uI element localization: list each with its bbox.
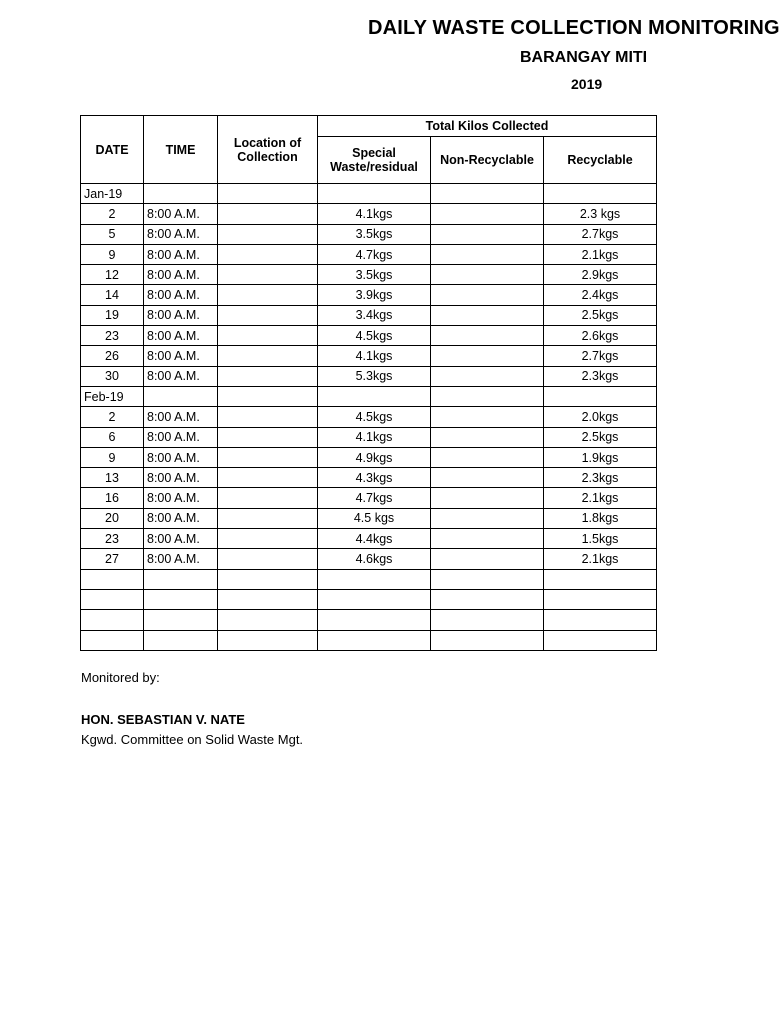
barangay-name: BARANGAY MITI — [520, 49, 648, 66]
monitored-by-label: Monitored by: — [81, 670, 160, 685]
non-recyclable-cell — [431, 224, 544, 244]
month-label: Jan-19 — [81, 184, 144, 204]
header-date: DATE — [81, 116, 144, 184]
recyclable-cell: 2.0kgs — [544, 407, 657, 427]
empty-cell — [144, 589, 218, 609]
empty-cell — [81, 630, 144, 650]
empty-cell — [218, 630, 318, 650]
non-recyclable-cell — [431, 508, 544, 528]
month-row — [81, 184, 657, 204]
table-row — [81, 447, 657, 467]
special-waste-cell: 4.1kgs — [318, 346, 431, 366]
empty-cell — [81, 589, 144, 609]
date-cell: 12 — [81, 265, 144, 285]
location-cell — [218, 265, 318, 285]
non-recyclable-cell — [431, 407, 544, 427]
empty-cell — [318, 569, 431, 589]
recyclable-cell: 1.8kgs — [544, 508, 657, 528]
time-cell: 8:00 A.M. — [144, 285, 218, 305]
header-non-recyclable: Non-Recyclable — [431, 137, 544, 184]
recyclable-cell: 2.1kgs — [544, 488, 657, 508]
table-row — [81, 488, 657, 508]
time-cell: 8:00 A.M. — [144, 305, 218, 325]
empty-cell — [431, 630, 544, 650]
special-waste-cell: 3.5kgs — [318, 224, 431, 244]
date-cell: 2 — [81, 407, 144, 427]
recyclable-cell: 2.6kgs — [544, 326, 657, 346]
empty-cell — [544, 630, 657, 650]
non-recyclable-cell — [431, 244, 544, 264]
location-cell — [218, 488, 318, 508]
location-cell — [218, 305, 318, 325]
location-cell — [218, 549, 318, 569]
table-row — [81, 427, 657, 447]
date-cell: 30 — [81, 366, 144, 386]
empty-cell — [431, 386, 544, 406]
empty-cell — [431, 184, 544, 204]
date-cell: 27 — [81, 549, 144, 569]
location-cell — [218, 346, 318, 366]
table-header — [81, 116, 657, 184]
date-cell: 23 — [81, 529, 144, 549]
empty-cell — [318, 589, 431, 609]
header-recyclable: Recyclable — [544, 137, 657, 184]
table-row — [81, 265, 657, 285]
blank-row — [81, 630, 657, 650]
location-cell — [218, 285, 318, 305]
header-time: TIME — [144, 116, 218, 184]
recyclable-cell: 2.1kgs — [544, 549, 657, 569]
table-body — [81, 184, 657, 651]
location-cell — [218, 326, 318, 346]
table-row — [81, 366, 657, 386]
time-cell: 8:00 A.M. — [144, 447, 218, 467]
special-waste-cell: 3.4kgs — [318, 305, 431, 325]
special-waste-cell: 4.5 kgs — [318, 508, 431, 528]
date-cell: 20 — [81, 508, 144, 528]
location-cell — [218, 468, 318, 488]
special-waste-cell: 4.7kgs — [318, 488, 431, 508]
table-row — [81, 346, 657, 366]
location-cell — [218, 508, 318, 528]
non-recyclable-cell — [431, 447, 544, 467]
non-recyclable-cell — [431, 204, 544, 224]
special-waste-cell: 3.9kgs — [318, 285, 431, 305]
non-recyclable-cell — [431, 305, 544, 325]
table-row — [81, 285, 657, 305]
special-waste-cell: 4.1kgs — [318, 427, 431, 447]
recyclable-cell: 2.9kgs — [544, 265, 657, 285]
table-row — [81, 529, 657, 549]
location-cell — [218, 244, 318, 264]
date-cell: 2 — [81, 204, 144, 224]
recyclable-cell: 1.9kgs — [544, 447, 657, 467]
time-cell: 8:00 A.M. — [144, 265, 218, 285]
blank-row — [81, 610, 657, 630]
special-waste-cell: 4.7kgs — [318, 244, 431, 264]
special-waste-cell: 4.3kgs — [318, 468, 431, 488]
month-row — [81, 386, 657, 406]
location-cell — [218, 366, 318, 386]
empty-cell — [218, 610, 318, 630]
empty-cell — [144, 630, 218, 650]
table-row — [81, 508, 657, 528]
non-recyclable-cell — [431, 346, 544, 366]
date-cell: 16 — [81, 488, 144, 508]
time-cell: 8:00 A.M. — [144, 244, 218, 264]
empty-cell — [218, 184, 318, 204]
recyclable-cell: 2.7kgs — [544, 346, 657, 366]
special-waste-cell: 4.9kgs — [318, 447, 431, 467]
recyclable-cell: 2.3kgs — [544, 366, 657, 386]
recyclable-cell: 2.5kgs — [544, 427, 657, 447]
time-cell: 8:00 A.M. — [144, 427, 218, 447]
non-recyclable-cell — [431, 285, 544, 305]
table-row — [81, 549, 657, 569]
time-cell: 8:00 A.M. — [144, 407, 218, 427]
time-cell: 8:00 A.M. — [144, 488, 218, 508]
special-waste-cell: 4.6kgs — [318, 549, 431, 569]
time-cell: 8:00 A.M. — [144, 529, 218, 549]
location-cell — [218, 407, 318, 427]
empty-cell — [544, 589, 657, 609]
special-waste-cell: 4.4kgs — [318, 529, 431, 549]
empty-cell — [318, 630, 431, 650]
recyclable-cell: 2.5kgs — [544, 305, 657, 325]
table-row — [81, 224, 657, 244]
empty-cell — [81, 610, 144, 630]
empty-cell — [318, 610, 431, 630]
non-recyclable-cell — [431, 366, 544, 386]
blank-row — [81, 589, 657, 609]
non-recyclable-cell — [431, 265, 544, 285]
empty-cell — [544, 184, 657, 204]
empty-cell — [544, 386, 657, 406]
empty-cell — [544, 610, 657, 630]
location-cell — [218, 204, 318, 224]
non-recyclable-cell — [431, 488, 544, 508]
date-cell: 26 — [81, 346, 144, 366]
empty-cell — [318, 184, 431, 204]
special-waste-cell: 4.5kgs — [318, 326, 431, 346]
time-cell: 8:00 A.M. — [144, 326, 218, 346]
date-cell: 23 — [81, 326, 144, 346]
recyclable-cell: 2.7kgs — [544, 224, 657, 244]
recyclable-cell: 1.5kgs — [544, 529, 657, 549]
date-cell: 19 — [81, 305, 144, 325]
empty-cell — [218, 386, 318, 406]
date-cell: 9 — [81, 244, 144, 264]
non-recyclable-cell — [431, 549, 544, 569]
header-total-kilos: Total Kilos Collected — [318, 116, 657, 137]
location-cell — [218, 224, 318, 244]
time-cell: 8:00 A.M. — [144, 204, 218, 224]
time-cell: 8:00 A.M. — [144, 508, 218, 528]
date-cell: 9 — [81, 447, 144, 467]
date-cell: 6 — [81, 427, 144, 447]
header-special-waste: Special Waste/residual — [318, 137, 431, 184]
month-label: Feb-19 — [81, 386, 144, 406]
recyclable-cell: 2.3 kgs — [544, 204, 657, 224]
time-cell: 8:00 A.M. — [144, 549, 218, 569]
empty-cell — [544, 569, 657, 589]
document-title: DAILY WASTE COLLECTION MONITORING — [368, 17, 780, 39]
table-row — [81, 305, 657, 325]
report-year: 2019 — [571, 76, 603, 92]
non-recyclable-cell — [431, 326, 544, 346]
signer-role: Kgwd. Committee on Solid Waste Mgt. — [81, 732, 304, 747]
special-waste-cell: 4.1kgs — [318, 204, 431, 224]
date-cell: 14 — [81, 285, 144, 305]
table-row — [81, 407, 657, 427]
header-location: Location of Collection — [218, 116, 318, 184]
time-cell: 8:00 A.M. — [144, 346, 218, 366]
special-waste-cell: 3.5kgs — [318, 265, 431, 285]
recyclable-cell: 2.3kgs — [544, 468, 657, 488]
table-row — [81, 468, 657, 488]
time-cell: 8:00 A.M. — [144, 366, 218, 386]
location-cell — [218, 529, 318, 549]
date-cell: 5 — [81, 224, 144, 244]
empty-cell — [431, 610, 544, 630]
recyclable-cell: 2.1kgs — [544, 244, 657, 264]
table-row — [81, 244, 657, 264]
recyclable-cell: 2.4kgs — [544, 285, 657, 305]
empty-cell — [144, 386, 218, 406]
time-cell: 8:00 A.M. — [144, 468, 218, 488]
table-row — [81, 326, 657, 346]
empty-cell — [218, 589, 318, 609]
special-waste-cell: 4.5kgs — [318, 407, 431, 427]
non-recyclable-cell — [431, 468, 544, 488]
empty-cell — [144, 184, 218, 204]
empty-cell — [81, 569, 144, 589]
empty-cell — [318, 386, 431, 406]
table-row — [81, 204, 657, 224]
signer-name: HON. SEBASTIAN V. NATE — [81, 712, 245, 727]
waste-collection-table — [80, 115, 657, 651]
location-cell — [218, 447, 318, 467]
blank-row — [81, 569, 657, 589]
time-cell: 8:00 A.M. — [144, 224, 218, 244]
empty-cell — [144, 610, 218, 630]
empty-cell — [218, 569, 318, 589]
non-recyclable-cell — [431, 529, 544, 549]
empty-cell — [144, 569, 218, 589]
empty-cell — [431, 569, 544, 589]
empty-cell — [431, 589, 544, 609]
special-waste-cell: 5.3kgs — [318, 366, 431, 386]
non-recyclable-cell — [431, 427, 544, 447]
date-cell: 13 — [81, 468, 144, 488]
location-cell — [218, 427, 318, 447]
